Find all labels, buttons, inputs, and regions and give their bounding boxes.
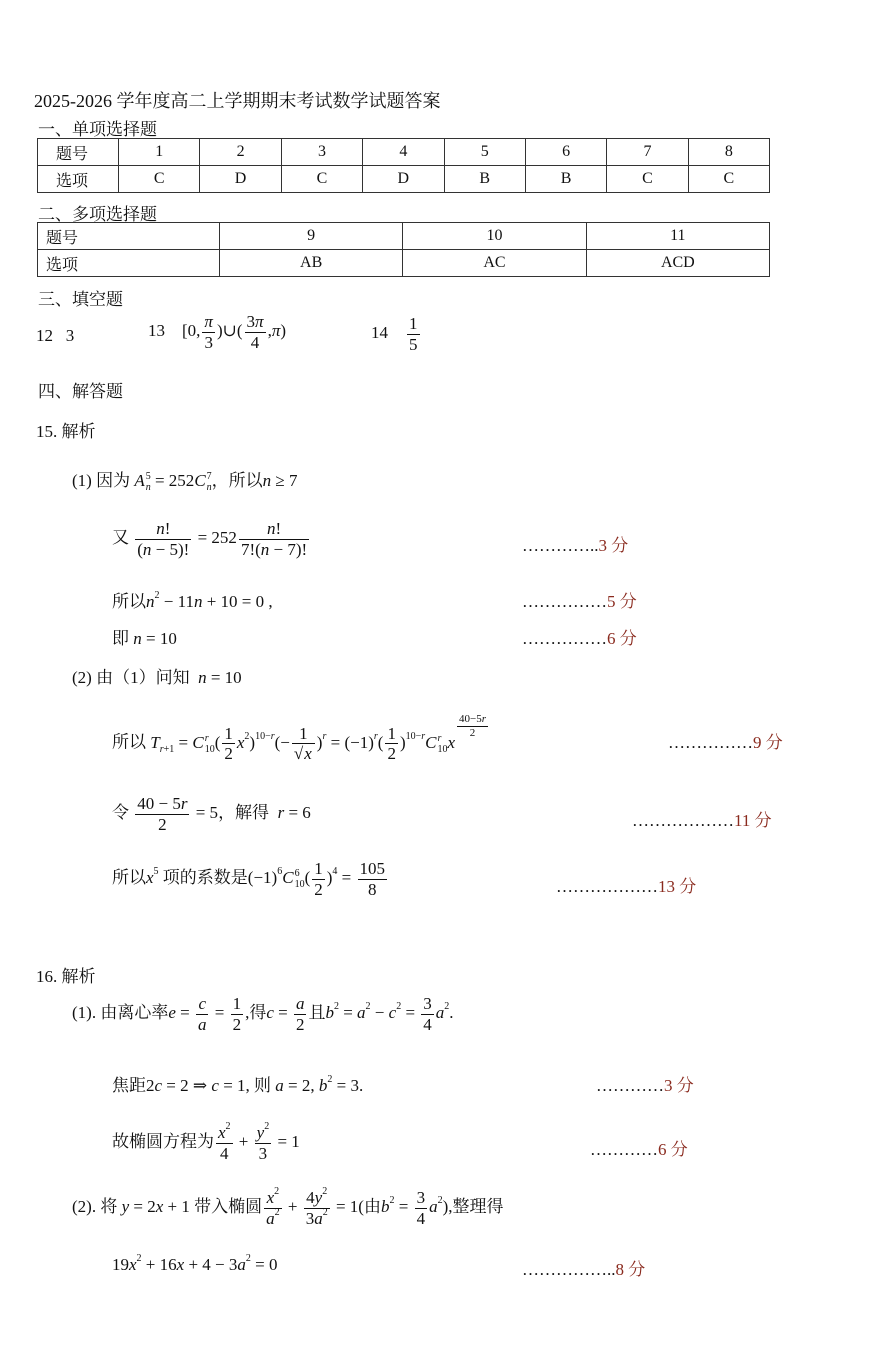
- problem-16-label: 16. 解析: [36, 967, 96, 986]
- math-expression: $(-1)^6C$ 6 10 ( $\frac{1}{2}$ )$^4$ = $\frac{105}{8}$: [247, 859, 385, 899]
- p16-part1-text: (1). 由离心率: [72, 1002, 169, 1022]
- table-cell: 11: [586, 223, 769, 250]
- math-expression: 2c = 2 ⇒ c = 1: [146, 1076, 246, 1095]
- table-cell: 10: [403, 223, 586, 250]
- table-cell: ACD: [586, 250, 769, 277]
- math-expression: r = 6: [277, 802, 311, 822]
- score-marker-8: ……………..8 分: [522, 1260, 646, 1279]
- suoyi-text: 所以: [112, 732, 146, 752]
- math-expression: y = 2x + 1: [121, 1196, 190, 1216]
- math-expression: $T_{r+1} = C$ r 10 ( $\frac{1}{2}$ $x^2)^{10-r}(-$ $\frac{1}{√x}$ )$^r = (-1)^r$( $\frac{1}{2}$ )$^{10-r}$C r 10 x $\frac{40-5r}{2}$: [150, 713, 487, 764]
- table-header-cell: 题号: [38, 139, 119, 166]
- table-cell: 3: [281, 139, 362, 166]
- table-cell: 1: [119, 139, 200, 166]
- table-cell: B: [525, 166, 606, 193]
- you-b-text: (由: [358, 1196, 381, 1216]
- table-cell: C: [688, 166, 769, 193]
- table-cell: C: [607, 166, 688, 193]
- zhengli-text: ,整理得: [448, 1196, 504, 1216]
- table-cell: 7: [607, 139, 688, 166]
- table-cell: 9: [220, 223, 403, 250]
- score-marker-5: ……………5 分: [522, 592, 637, 611]
- p15-part1-line: [72, 466, 298, 493]
- interval-expression: [0, $\frac{\pi}{3}$ )∪( $\frac{3\pi}{4}$ ,π): [182, 312, 287, 352]
- you-text: 又: [112, 527, 129, 547]
- score-points: 6 分: [607, 629, 637, 648]
- de-text: ,得: [245, 1002, 267, 1022]
- score-points: 9 分: [753, 733, 783, 752]
- math-expression: n = 10: [198, 668, 242, 687]
- score-points: 5 分: [607, 592, 637, 611]
- p15-part2-line: [72, 663, 242, 688]
- p16-focal-distance: [112, 1071, 363, 1096]
- fill-answer-12: [36, 326, 74, 346]
- p16-part2-text: (2). 将: [72, 1196, 118, 1216]
- table-header-cell: 选项: [38, 250, 220, 277]
- ji-text: 即: [112, 629, 129, 648]
- score-marker-3: …………3 分: [596, 1076, 694, 1095]
- math-expression: $n^2 - 11n + 10 = 0$ ,: [146, 590, 273, 611]
- score-marker-3: …………..3 分: [522, 536, 629, 555]
- p16-quadratic: [112, 1255, 277, 1275]
- table-cell: C: [119, 166, 200, 193]
- math-expression: n = 10: [133, 629, 177, 648]
- table-cell: D: [363, 166, 444, 193]
- table-cell: AB: [220, 250, 403, 277]
- math-expression: $19x^2 + 16x + 4 - 3a^2 = 0$: [112, 1253, 278, 1274]
- score-points: 11 分: [734, 811, 772, 830]
- math-expression: $\frac{x^2}{4}$ + $\frac{y^2}{3}$ = 1: [218, 1121, 300, 1163]
- table-header-cell: 选项: [38, 166, 119, 193]
- ze-text: , 则: [245, 1076, 272, 1095]
- fill-answer-14: [371, 314, 422, 354]
- section-fill-in: 三、填空题: [38, 290, 123, 309]
- p15-part1-text: (1) 因为: [72, 471, 131, 490]
- gu-text: 故椭圆方程为: [112, 1131, 214, 1151]
- score-marker-6: …………6 分: [590, 1140, 688, 1159]
- math-expression: $\frac{n!}{(n - 5)!}$ = 252 $\frac{n!}{7!(n - 7)!}$: [137, 519, 308, 559]
- table-cell: D: [200, 166, 281, 193]
- score-points: 6 分: [658, 1140, 688, 1159]
- p15-step-quadratic: [112, 587, 273, 612]
- score-points: 8 分: [615, 1260, 646, 1279]
- question-number: 14: [371, 322, 388, 342]
- p15-step-factorial: [112, 519, 311, 559]
- math-expression: $b^2 = a^2 - c^2$ = $\frac{3}{4}$ $a^2$.: [325, 994, 454, 1034]
- fill-answer-13: [148, 312, 286, 352]
- jiede-text: ，解得: [218, 802, 270, 822]
- suoyi-text: 所以: [112, 867, 146, 887]
- p15-part2-text: (2) 由（1）问知: [72, 668, 190, 687]
- multiple-choice-answer-table: [37, 222, 770, 277]
- table-cell: B: [444, 166, 525, 193]
- p15-step-result: [112, 624, 177, 649]
- p16-part2-line: [72, 1188, 503, 1228]
- table-cell: AC: [403, 250, 586, 277]
- math-expression: $b^2$ = $\frac{3}{4}$ $a^2$): [380, 1188, 449, 1228]
- section-single-choice: 一、单项选择题: [38, 120, 157, 139]
- score-points: 3 分: [664, 1076, 694, 1095]
- math-expression: n ≥ 7: [262, 471, 298, 490]
- jiaoju-text: 焦距: [112, 1076, 146, 1095]
- table-row: [38, 166, 770, 193]
- score-points: 13 分: [658, 877, 697, 896]
- table-cell: 8: [688, 139, 769, 166]
- p15-exponent-equation: [112, 794, 311, 834]
- p16-ellipse-equation: [112, 1123, 300, 1163]
- score-marker-13: ………………13 分: [556, 877, 697, 896]
- ling-text: 令: [112, 802, 129, 822]
- table-cell: 6: [525, 139, 606, 166]
- p15-general-term: [112, 713, 490, 764]
- table-cell: C: [281, 166, 362, 193]
- qie-text: 且: [308, 1002, 326, 1022]
- p16-part1-line: [72, 994, 454, 1034]
- answer-value: 3: [65, 326, 75, 345]
- math-expression: $x^5$: [146, 865, 159, 887]
- fraction-one-fifth: $\frac{1}{5}$: [409, 314, 418, 354]
- math-expression: $\frac{40 - 5r}{2}$ = 5: [137, 794, 219, 834]
- p15-coefficient: [112, 859, 389, 899]
- table-row: [38, 223, 770, 250]
- math-expression: A 5 n = 252C 7 n: [134, 471, 212, 494]
- score-marker-9: ……………9 分: [668, 733, 783, 752]
- section-multiple-choice: 二、多项选择题: [38, 205, 157, 224]
- score-points: 3 分: [598, 536, 629, 555]
- question-number: 12: [36, 326, 53, 345]
- math-expression: c = $\frac{a}{2}$: [266, 994, 305, 1034]
- table-cell: 5: [444, 139, 525, 166]
- table-cell: 2: [200, 139, 281, 166]
- math-expression: $\frac{x^2}{a^2}$ + $\frac{4y^2}{3a^2}$ = 1: [266, 1186, 359, 1228]
- math-expression: a = 2, $b^2 = 3$.: [275, 1074, 364, 1095]
- document-title: 2025-2026 学年度高二上学期期末考试数学试题答案: [34, 91, 441, 111]
- section-solutions: 四、解答题: [38, 382, 123, 401]
- p15-so-text: ，所以: [211, 471, 263, 490]
- score-marker-6: ……………6 分: [522, 629, 637, 648]
- question-number: 13: [148, 320, 165, 340]
- table-cell: 4: [363, 139, 444, 166]
- table-row: [38, 250, 770, 277]
- suoyi-text: 所以: [112, 592, 146, 611]
- coef-text: 项的系数是: [162, 867, 248, 887]
- score-marker-11: ………………11 分: [632, 811, 772, 830]
- table-row: [38, 139, 770, 166]
- dairu-text: 带入椭圆: [194, 1196, 263, 1216]
- problem-15-label: 15. 解析: [36, 422, 96, 441]
- math-expression: e = $\frac{c}{a}$ = $\frac{1}{2}$: [168, 994, 242, 1034]
- single-choice-answer-table: [37, 138, 770, 193]
- table-header-cell: 题号: [38, 223, 220, 250]
